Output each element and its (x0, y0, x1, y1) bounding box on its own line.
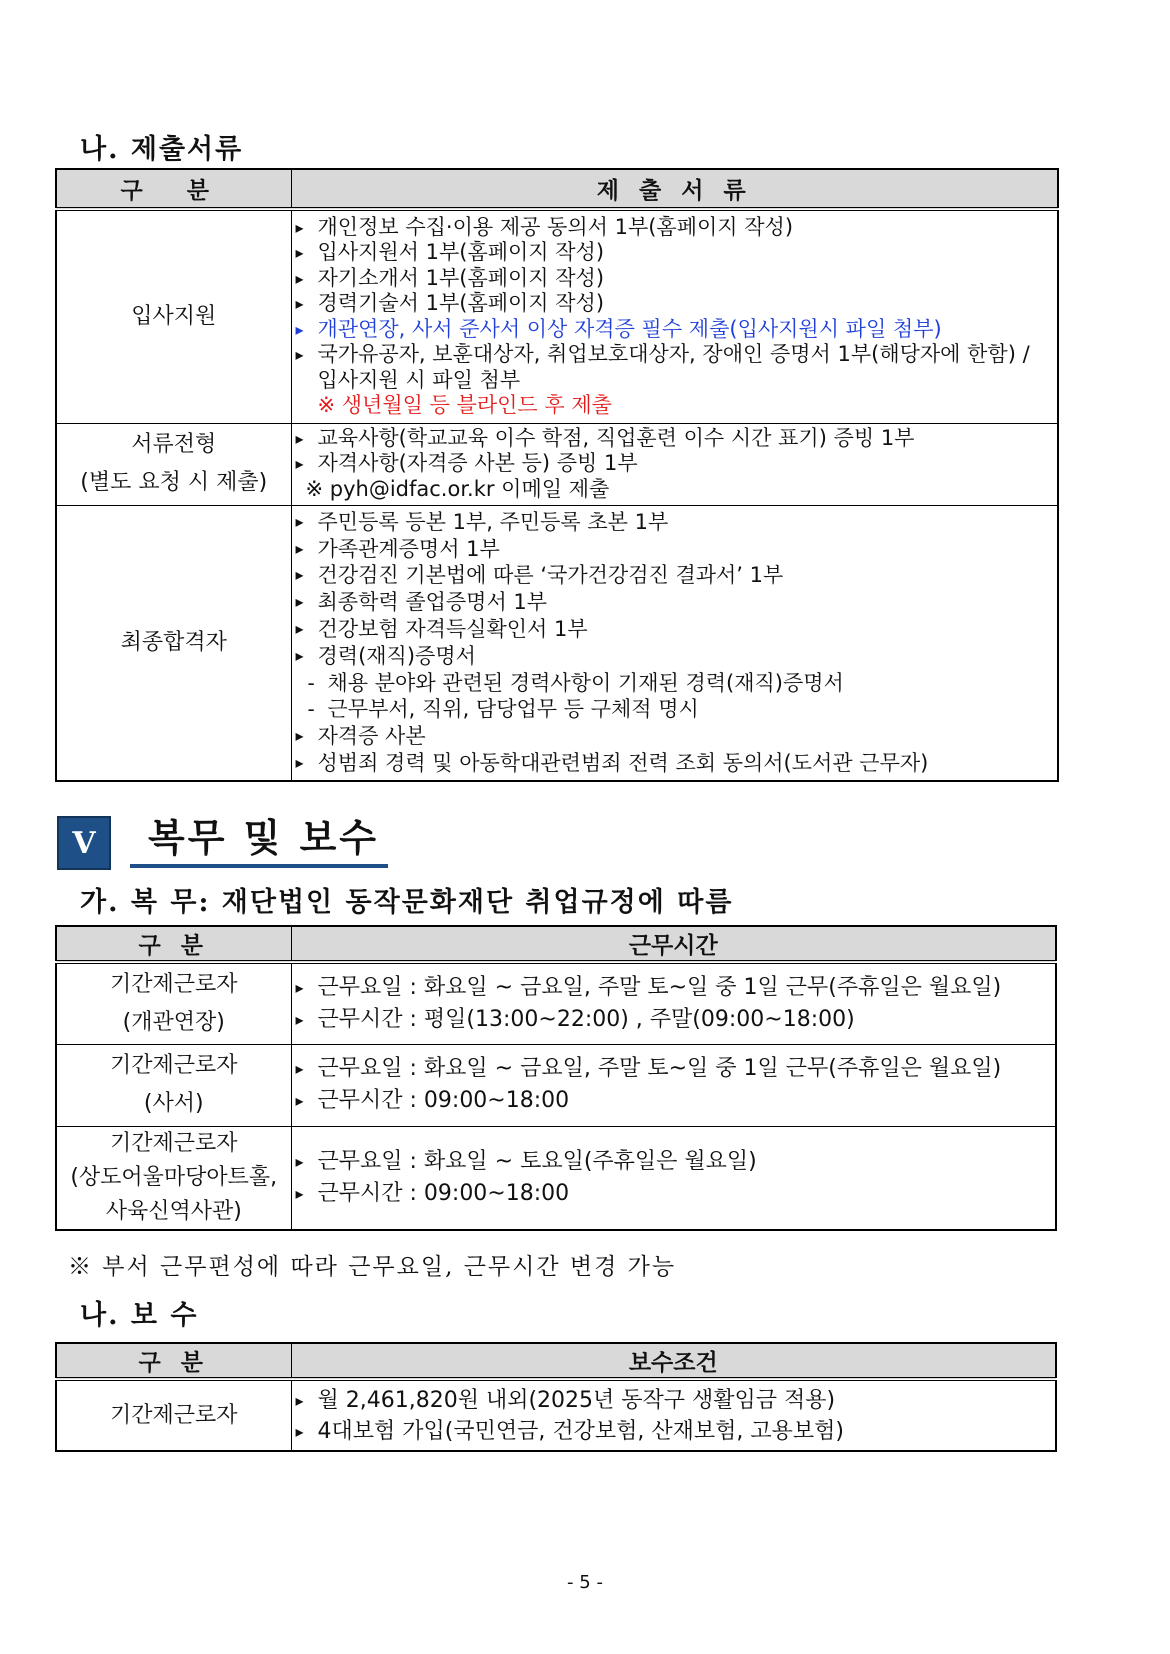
doc-item: ▸ 최종학력 졸업증명서 1부 (292, 589, 1058, 616)
category-line: 사육신역사관) (105, 1198, 242, 1224)
pay-table (55, 1342, 1057, 1452)
docs-table (55, 168, 1059, 782)
docs-row-application (56, 209, 1058, 423)
doc-item: ▸ 자격증 사본 (292, 723, 1058, 750)
doc-item: ▸ 입사지원서 1부(홈페이지 작성) (292, 240, 1058, 266)
page-number: - 5 - (567, 1572, 603, 1593)
doc-item-continued: 입사지원 시 파일 첨부 (317, 367, 521, 392)
duty-row-category (56, 1044, 291, 1126)
duty-row-category (56, 962, 291, 1044)
docs-col-docs: 제 출 서 류 (291, 169, 1058, 209)
doc-item: ▸ 주민등록 등본 1부, 주민등록 초본 1부 (292, 509, 1058, 536)
duty-row (56, 1126, 1056, 1230)
section-title: 복무 및 보수 (130, 812, 388, 868)
doc-item: ▸ 경력기술서 1부(홈페이지 작성) (292, 291, 1058, 317)
doc-item: ▸ 자기소개서 1부(홈페이지 작성) (292, 266, 1058, 292)
doc-item: ▸ 국가유공자, 보훈대상자, 취업보호대상자, 장애인 증명서 1부(해당자에 한함) / (292, 342, 1058, 368)
pay-row (56, 1379, 1056, 1451)
doc-item: ▸ 자격사항(자격증 사본 등) 증빙 1부 (292, 451, 1058, 477)
duty-row-items (291, 962, 1056, 1044)
duty-item: ▸ 근무요일 : 화요일 ~ 금요일, 주말 토~일 중 1일 근무(주휴일은 월요일) (292, 972, 1056, 1004)
pay-col-category: 구 분 (56, 1343, 291, 1379)
doc-item: ▸ 경력(재직)증명서 (292, 643, 1058, 670)
pay-col-detail: 보수조건 (291, 1343, 1056, 1379)
category-line: 최종합격자 (120, 629, 227, 655)
duty-item: ▸ 근무시간 : 09:00~18:00 (292, 1178, 1056, 1210)
docs-row-category (56, 505, 291, 781)
doc-subitem: - 채용 분야와 관련된 경력사항이 기재된 경력(재직)증명서 (292, 670, 1058, 697)
category-line: 기간제근로자 (109, 1402, 238, 1428)
duty-item: ▸ 근무요일 : 화요일 ~ 금요일, 주말 토~일 중 1일 근무(주휴일은 월요일) (292, 1053, 1056, 1085)
duty-row-items (291, 1044, 1056, 1126)
duty-item: ▸ 근무요일 : 화요일 ~ 토요일(주휴일은 월요일) (292, 1146, 1056, 1178)
docs-row-items (291, 505, 1058, 781)
duty-item: ▸ 근무시간 : 09:00~18:00 (292, 1085, 1056, 1117)
docs-row-screening (56, 423, 1058, 505)
duty-heading: 가. 복 무: 재단법인 동작문화재단 취업규정에 따름 (80, 887, 734, 918)
pay-row-items (291, 1379, 1056, 1451)
doc-item: ▸ 건강검진 기본법에 따른 ‘국가건강검진 결과서’ 1부 (292, 562, 1058, 589)
category-line: (사서) (143, 1091, 204, 1116)
doc-item: ▸ 교육사항(학교교육 이수 학점, 직업훈련 이수 시간 표기) 증빙 1부 (292, 426, 1058, 452)
duty-col-category: 구 분 (56, 926, 291, 962)
pay-row-category (56, 1379, 291, 1451)
pay-item: ▸ 4대보험 가입(국민연금, 건강보험, 산재보험, 고용보험) (292, 1416, 1056, 1447)
doc-item: ▸ 가족관계증명서 1부 (292, 536, 1058, 563)
doc-item: ▸ 건강보험 자격득실확인서 1부 (292, 616, 1058, 643)
doc-item-required: ▸ 개관연장, 사서 준사서 이상 자격증 필수 제출(입사지원시 파일 첨부) (292, 317, 1058, 343)
docs-heading: 나. 제출서류 (80, 134, 244, 165)
doc-item-note: ※ 생년월일 등 블라인드 후 제출 (317, 393, 612, 418)
duty-note: ※ 부서 근무편성에 따라 근무요일, 근무시간 변경 가능 (68, 1254, 677, 1280)
category-line: 기간제근로자 (109, 971, 238, 997)
docs-row-items (291, 423, 1058, 505)
category-line: 입사지원 (131, 303, 217, 329)
duty-row (56, 1044, 1056, 1126)
duty-row-items (291, 1126, 1056, 1230)
duty-table (55, 925, 1057, 1231)
doc-item: ▸ 성범죄 경력 및 아동학대관련범죄 전력 조회 동의서(도서관 근무자) (292, 750, 1058, 777)
duty-row (56, 962, 1056, 1044)
category-line: (개관연장) (122, 1009, 225, 1035)
section-number-badge: V (57, 816, 111, 870)
category-line: (상도어울마당아트홀, (70, 1164, 278, 1190)
category-line: 서류전형 (131, 432, 217, 457)
category-line: (별도 요청 시 제출) (80, 470, 268, 495)
docs-row-items (291, 209, 1058, 423)
category-line: 기간제근로자 (109, 1130, 238, 1156)
docs-col-category: 구 분 (56, 169, 291, 209)
docs-row-category (56, 209, 291, 423)
pay-item: ▸ 월 2,461,820원 내외(2025년 동작구 생활임금 적용) (292, 1385, 1056, 1416)
docs-row-final (56, 505, 1058, 781)
category-line: 기간제근로자 (109, 1053, 238, 1078)
pay-heading: 나. 보 수 (80, 1300, 199, 1331)
doc-item: ▸ 개인정보 수집·이용 제공 동의서 1부(홈페이지 작성) (292, 215, 1058, 241)
duty-row-category (56, 1126, 291, 1230)
doc-subitem: - 근무부서, 직위, 담당업무 등 구체적 명시 (292, 696, 1058, 723)
duty-item: ▸ 근무시간 : 평일(13:00~22:00) , 주말(09:00~18:00) (292, 1004, 1056, 1036)
doc-item-note: ※ pyh@idfac.or.kr 이메일 제출 (305, 476, 610, 501)
duty-col-detail: 근무시간 (291, 926, 1056, 962)
docs-row-category (56, 423, 291, 505)
